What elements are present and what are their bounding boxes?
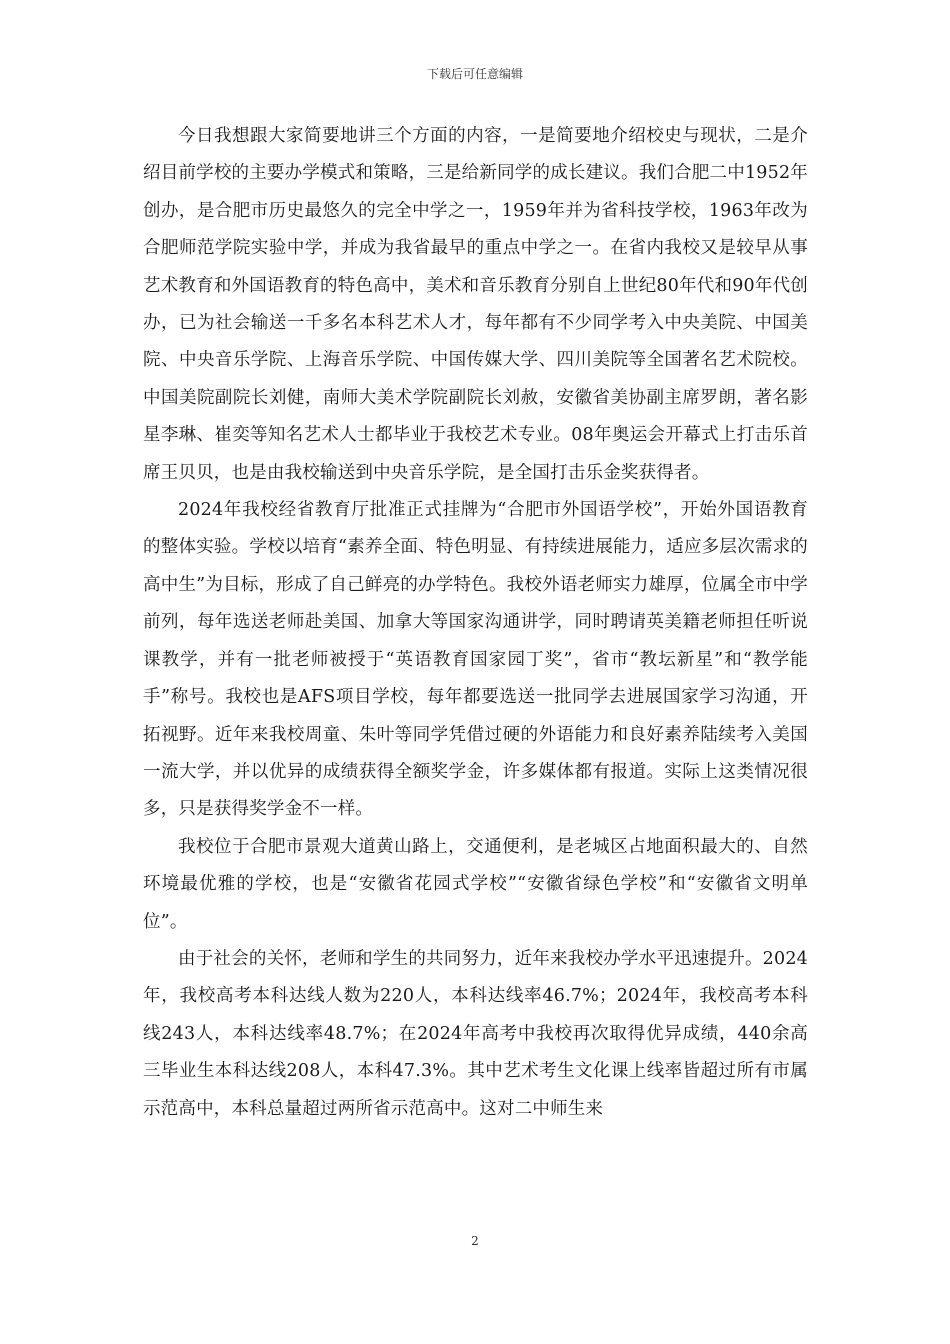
document-body: [143, 118, 808, 1128]
paragraph-exam-results: 由于社会的关怀，老师和学生的共同努力，近年来我校办学水平迅速提升。2024年，我校高考本科达线人数为220人，本科达线率46.7%；2024年，我校高考本科线243人，本科达线率48.7%；在2024年高考中我校再次取得优异成绩，440余高三毕业生本科达线208人，本科47.3%。其中艺术考生文化课上线率皆超过所有市属示范高中，本科总量超过两所省示范高中。这对二中师生来: [143, 948, 808, 1119]
page-header: 下载后可任意编辑: [426, 67, 523, 81]
paragraph-location: 我校位于合肥市景观大道黄山路上，交通便利，是老城区占地面积最大的、自然环境最优雅的学校，也是“安徽省花园式学校”“安徽省绿色学校”和“安徽省文明单位”。: [143, 836, 808, 932]
paragraph-foreign-language-school: 2024年我校经省教育厅批准正式挂牌为“合肥市外国语学校”，开始外国语教育的整体实验。学校以培育“素养全面、特色明显、有持续进展能力，适应多层次需求的高中生”为目标，形成了自己鲜亮的办学特色。我校外语老师实力雄厚，位属全市中学前列，每年选送老师赴美国、加拿大等国家沟通讲学，同时聘请英美籍老师担任听说课教学，并有一批老师被授于“英语教育国家园丁奖”，省市“教坛新星”和“教学能手”称号。我校也是AFS项目学校，每年都要选送一批同学去进展国家学习沟通，开拓视野。近年来我校周童、朱叶等同学凭借过硬的外语能力和良好素养陆续考入美国一流大学，并以优异的成绩获得全额奖学金，许多媒体都有报道。实际上这类情况很多，只是获得奖学金不一样。: [143, 500, 808, 820]
paragraph-school-history: 今日我想跟大家简要地讲三个方面的内容，一是简要地介绍校史与现状，二是介绍目前学校的主要办学模式和策略，三是给新同学的成长建议。我们合肥二中1952年创办，是合肥市历史最悠久的完全中学之一，1959年并为省科技学校，1963年改为合肥师范学院实验中学，并成为我省最早的重点中学之一。在省内我校又是较早从事艺术教育和外国语教育的特色高中，美术和音乐教育分别自上世纪80年代和90年代创办，已为社会输送一千多名本科艺术人才，每年都有不少同学考入中央美院、中国美院、中央音乐学院、上海音乐学院、中国传媒大学、四川美院等全国著名艺术院校。中国美院副院长刘健，南师大美术学院副院长刘赦，安徽省美协副主席罗朗，著名影星李琳、崔奕等知名艺术人士都毕业于我校艺术专业。08年奥运会开幕式上打击乐首席王贝贝，也是由我校输送到中央音乐学院，是全国打击乐金奖获得者。: [143, 126, 808, 483]
page-number: 2: [471, 1234, 479, 1248]
